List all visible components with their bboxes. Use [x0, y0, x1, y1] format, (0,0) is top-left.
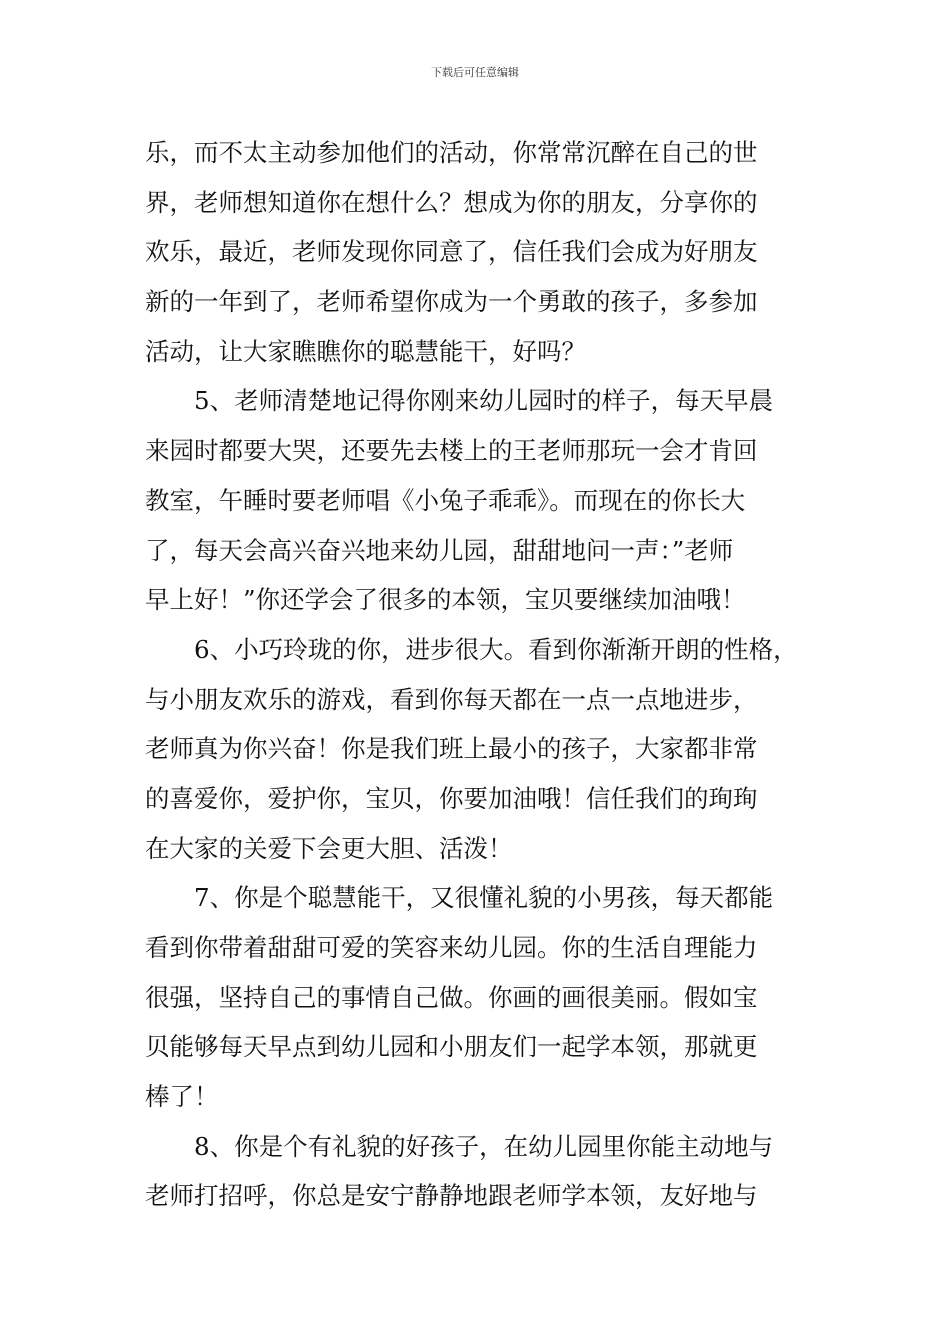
page-header: 下载后可任意编辑	[431, 66, 519, 79]
text-line: 老师真为你兴奋！你是我们班上最小的孩子，大家都非常	[145, 734, 758, 764]
text-line: 新的一年到了，老师希望你成为一个勇敢的孩子，多参加	[145, 287, 758, 317]
document-body	[145, 128, 835, 1221]
text-line: 来园时都要大哭，还要先去楼上的王老师那玩一会才肯回	[145, 436, 758, 466]
text-line: 界，老师想知道你在想什么？想成为你的朋友，分享你的	[145, 187, 758, 217]
text-line: 的喜爱你，爱护你，宝贝，你要加油哦！信任我们的珣珣	[145, 783, 758, 813]
paragraph-first-line: 8、你是个有礼貌的好孩子，在幼儿园里你能主动地与	[194, 1131, 774, 1161]
paragraph-first-line: 5、老师清楚地记得你刚来幼儿园时的样子，每天早晨	[194, 386, 774, 416]
text-line: 很强，坚持自己的事情自己做。你画的画很美丽。假如宝	[145, 982, 758, 1012]
text-line: 与小朋友欢乐的游戏，看到你每天都在一点一点地进步，	[145, 684, 758, 714]
text-line: 看到你带着甜甜可爱的笑容来幼儿园。你的生活自理能力	[145, 933, 758, 962]
text-line: 欢乐，最近，老师发现你同意了，信任我们会成为好朋友	[145, 237, 758, 267]
text-line: 贝能够每天早点到幼儿园和小朋友们一起学本领，那就更	[145, 1032, 758, 1062]
text-line: 早上好！”你还学会了很多的本领，宝贝要继续加油哦！	[145, 585, 746, 615]
text-line: 棒了！	[145, 1082, 219, 1112]
text-line: 老师打招呼，你总是安宁静静地跟老师学本领，友好地与	[145, 1181, 758, 1211]
text-line: 活动，让大家瞧瞧你的聪慧能干，好吗？	[145, 336, 586, 366]
paragraph-first-line: 7、你是个聪慧能干，又很懂礼貌的小男孩，每天都能	[194, 883, 774, 913]
paragraph-first-line: 6、小巧玲珑的你，进步很大。看到你渐渐开朗的性格，	[194, 634, 798, 664]
text-line: 在大家的关爱下会更大胆、活泼！	[145, 833, 513, 863]
text-line: 教室，午睡时要老师唱《小兔子乖乖》。而现在的你长大	[145, 485, 746, 515]
text-line: 了，每天会高兴奋兴地来幼儿园，甜甜地问一声：”老师	[145, 535, 734, 565]
text-line: 乐，而不太主动参加他们的活动，你常常沉醉在自己的世	[145, 138, 758, 167]
